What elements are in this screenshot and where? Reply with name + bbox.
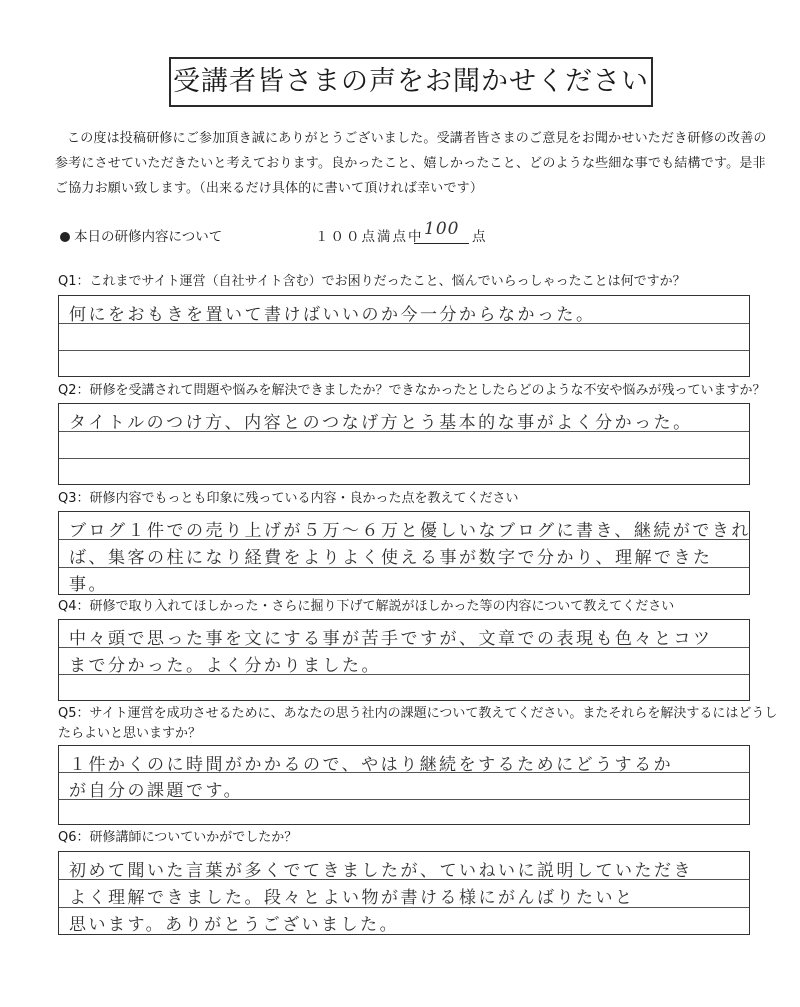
answer-5-line-2: が自分の課題です。 [69,781,244,801]
bullet-icon [60,232,70,242]
question-3-label: Q3：研修内容でもっとも印象に残っている内容・良かった点を教えてください [58,491,519,506]
score-value: 100 [424,219,460,239]
answer-5-box[interactable] [58,745,750,825]
answer-6-line-1: 初めて聞いた言葉が多くでてきましたが、ていねいに説明していただき [69,861,693,881]
answer-2-box[interactable] [58,403,750,485]
answer-4-line-1: 中々頭で思った事を文にする事が苦手ですが、文章での表現も色々とコツ [69,629,713,649]
answer-1-line-1: 何にをおもきを置いて書けばいいのか今一分からなかった。 [69,305,596,325]
intro-text: この度は投稿研修にご参加頂き誠にありがとうございました。受講者皆さまのご意見をお聞かせいただき研修の改善の参考にさせていただきたいと考えております。良かったこと、嬉しかったこと、どのような些細な事でも結構です。是非ご協力お願い致します。（出来るだけ具体的に書いて頂ければ幸いです） [55,131,767,196]
answer-6-line-2: よく理解できました。段々とよい物が書ける様にがんばりたいと [69,888,635,908]
score-field[interactable] [414,220,469,244]
score-label: 本日の研修内容について [74,229,223,245]
answer-4-line-2: まで分かった。よく分かりました。 [69,656,381,676]
score-row [60,219,660,248]
question-5-label: Q5：サイト運営を成功させるために、あなたの思う社内の課題について教えてください。またそれらを解決するにはどうしたらよいと思いますか？ [58,706,778,741]
answer-3-line-1: ブログ１件での売り上げが５万～６万と優しいなブログに書き、継続ができれ [69,521,751,541]
answer-3-line-2: ば、集客の柱になり経費をよりよく使える事が数字で分かり、理解できた [69,548,713,568]
answer-2-line-1: タイトルのつけ方、内容とのつなげ方とう基本的な事がよく分かった。 [69,413,693,433]
answer-3-line-3: 事。 [69,575,108,595]
answer-5-line-1: １件かくのに時間がかかるので、やはり継続をするためにどうするか [69,755,674,775]
score-unit: 点 [472,229,486,245]
answer-6-line-3: 思います。ありがとうございました。 [69,915,400,935]
answer-3-box[interactable] [58,511,750,595]
question-4-label: Q4：研修で取り入れてほしかった・さらに掘り下げて解説がほしかった等の内容について教えてください [58,599,675,614]
score-max-label: １００点満点中 [315,229,424,245]
question-2-label: Q2：研修を受講されて問題や悩みを解決できましたか？できなかったとしたらどのような不安や悩みが残っていますか？ [58,383,766,398]
page-title: 受講者皆さまの声をお聞かせください [169,57,653,107]
answer-4-box[interactable] [58,619,750,701]
question-1-label: Q1：これまでサイト運営（自社サイト含む）でお困りだったこと、悩んでいらっしゃったことは何ですか？ [58,274,686,289]
answer-6-box[interactable] [58,851,750,935]
answer-1-box[interactable] [58,295,750,377]
question-6-label: Q6：研修講師についていかがでしたか？ [58,830,298,845]
